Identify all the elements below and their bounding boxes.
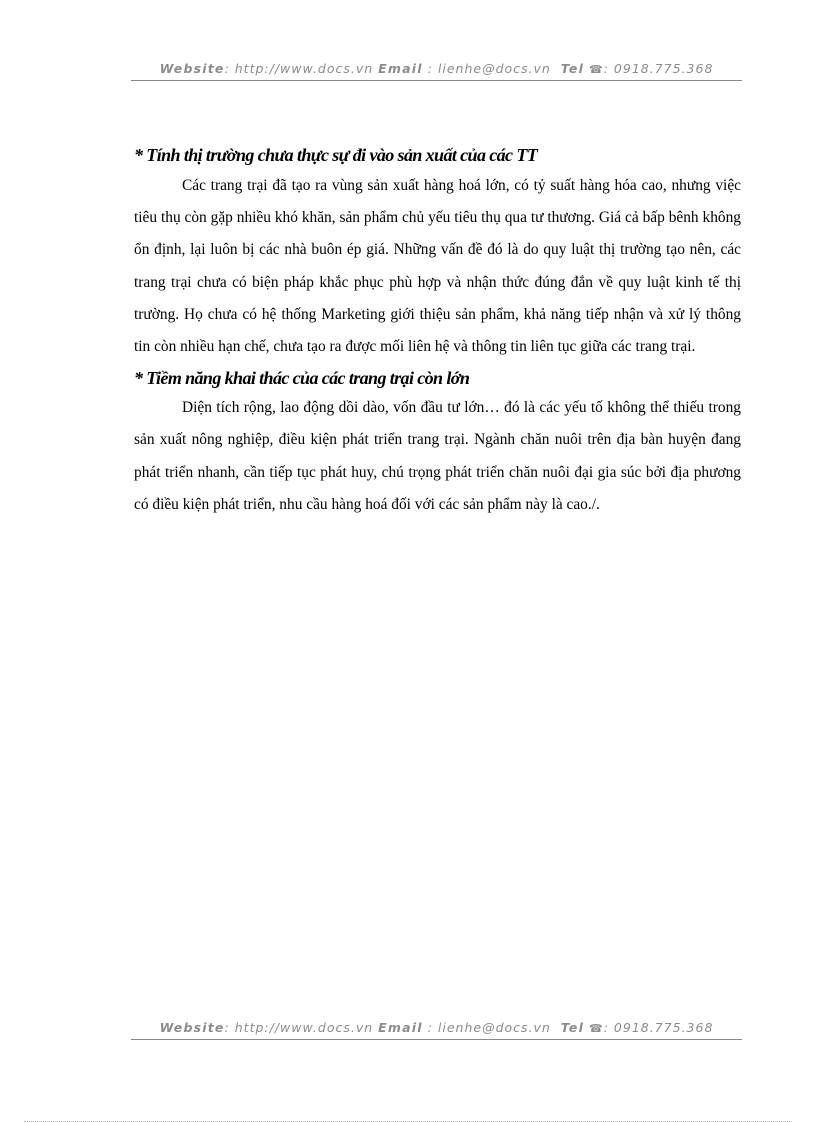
- phone-icon: ☎: [589, 1022, 604, 1035]
- page-break-divider: [24, 1121, 792, 1122]
- email-link[interactable]: : lienhe@docs.vn: [422, 1020, 551, 1035]
- email-link[interactable]: : lienhe@docs.vn: [422, 61, 551, 76]
- tel-value: : 0918.775.368: [603, 1020, 714, 1035]
- email-label: Email: [378, 61, 423, 76]
- section-paragraph-potential: Diện tích rộng, lao động dồi dào, vốn đầu tư lớn… đó là các yếu tố không thể thiếu trong sản xuất nông nghiệp, điều kiện phát triển trang trại. Ngành chăn nuôi trên địa bàn huyện đang phát triển nhanh, cần tiếp tục phát huy, chú trọng phát triển chăn nuôi đại gia súc bởi địa phương có điều kiện phát triển, nhu cầu hàng hoá đối với các sản phẩm này là cao./.: [134, 399, 741, 513]
- tel-label: Tel: [560, 61, 585, 76]
- tel-value: : 0918.775.368: [603, 61, 714, 76]
- email-label: Email: [378, 1020, 423, 1035]
- website-label: Website: [159, 1020, 225, 1035]
- tel-label: Tel: [560, 1020, 585, 1035]
- website-link[interactable]: : http://www.docs.vn: [224, 1020, 374, 1035]
- website-link[interactable]: : http://www.docs.vn: [224, 61, 374, 76]
- phone-icon: ☎: [589, 63, 604, 76]
- section-paragraph-market: Các trang trại đã tạo ra vùng sản xuất hàng hoá lớn, có tỷ suất hàng hóa cao, nhưng việc tiêu thụ còn gặp nhiều khó khăn, sản phẩm chủ yếu tiêu thụ qua tư thương. Giá cả bấp bênh không ổn định, lại luôn bị các nhà buôn ép giá. Những vấn đề đó là do quy luật thị trường tạo nên, các trang trại chưa có biện pháp khắc phục phù hợp và nhận thức đúng đắn về quy luật kinh tế thị trường. Họ chưa có hệ thống Marketing giới thiệu sản phẩm, khả năng tiếp nhận và xử lý thông tin còn nhiều hạn chế, chưa tạo ra được mối liên hệ và thông tin liên tục giữa các trang trại.: [134, 177, 741, 356]
- section-heading-market: * Tính thị trường chưa thực sự đi vào sản xuất của các TT: [134, 145, 538, 165]
- page-footer: [131, 1019, 742, 1040]
- page-header: [131, 60, 742, 81]
- website-label: Website: [159, 61, 225, 76]
- document-body: [134, 141, 741, 521]
- section-heading-potential: * Tiềm năng khai thác của các trang trại còn lớn: [134, 368, 470, 389]
